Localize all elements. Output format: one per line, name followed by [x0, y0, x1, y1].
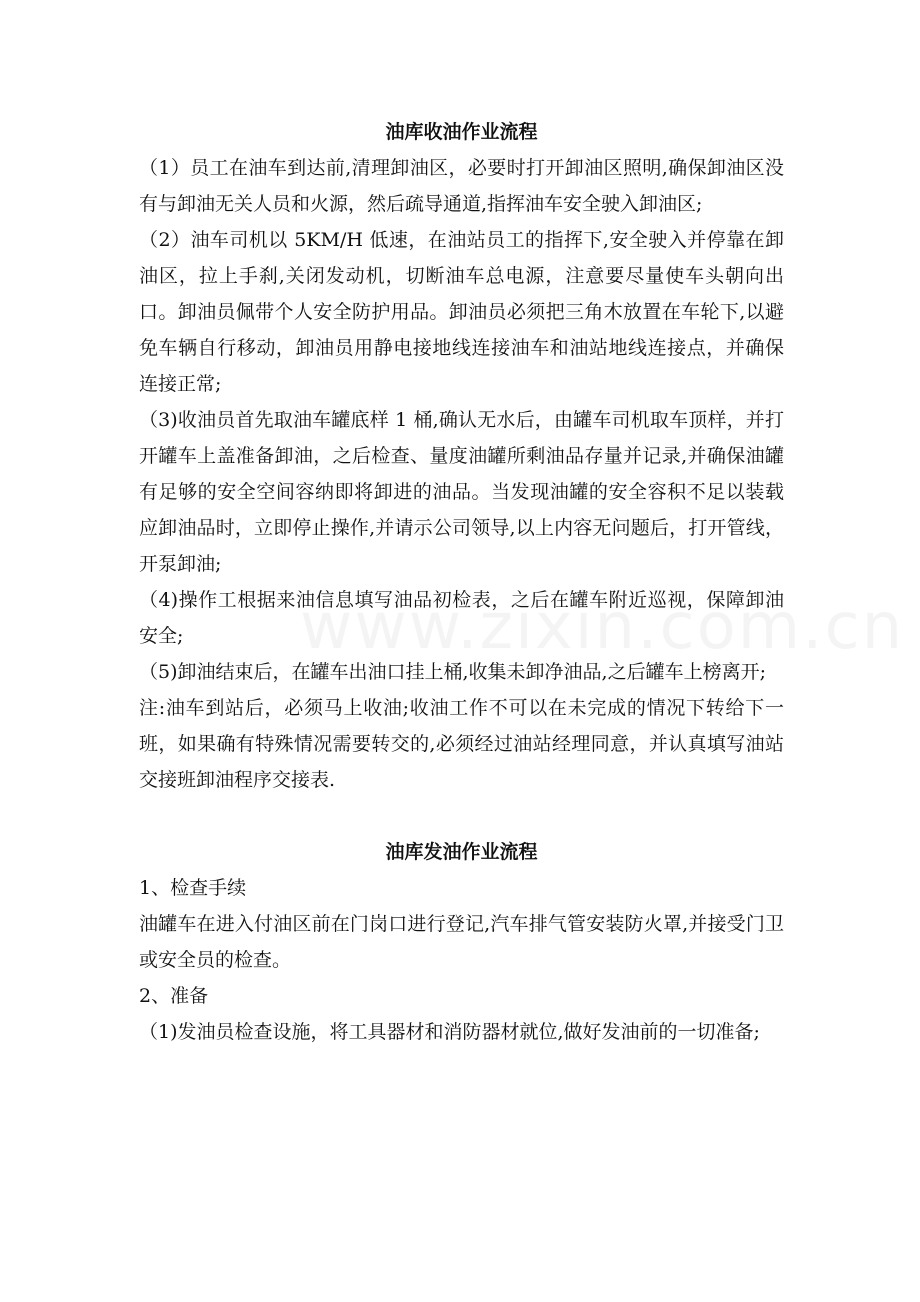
paragraph: （3)收油员首先取油车罐底样 1 桶,确认无水后，由罐车司机取车顶样，并打开罐车上盖准备卸油，之后检查、量度油罐所剩油品存量并记录,并确保油罐有足够的安全空间容纳即将卸进的油品。当发现油罐的安全容积不足以装载应卸油品时，立即停止操作,并请示公司领导,以上内容无问题后，打开管线，开泵卸油;	[139, 409, 784, 575]
section-title-dispatch: 油库发油作业流程	[385, 841, 538, 863]
paragraph: （4)操作工根据来油信息填写油品初检表，之后在罐车附近巡视，保障卸油安全;	[139, 589, 784, 647]
section-receiving	[139, 114, 784, 798]
paragraph: （5)卸油结束后，在罐车出油口挂上桶,收集未卸净油品,之后罐车上榜离开;	[139, 661, 766, 683]
paragraph: （2）油车司机以 5KM/H 低速，在油站员工的指挥下,安全驶入并停靠在卸油区，拉上手刹,关闭发动机，切断油车总电源，注意要尽量使车头朝向出口。卸油员佩带个人安全防护用品。卸油员必须把三角木放置在车轮下,以避免车辆自行移动，卸油员用静电接地线连接油车和油站地线连接点，并确保连接正常;	[139, 229, 784, 395]
step-heading: 1、检查手续	[139, 877, 247, 899]
document-body	[139, 114, 784, 1050]
paragraph: （1）员工在油车到达前,清理卸油区，必要时打开卸油区照明,确保卸油区没有与卸油无关人员和火源，然后疏导通道,指挥油车安全驶入卸油区;	[139, 157, 784, 215]
section-title-receiving: 油库收油作业流程	[385, 121, 538, 143]
section-dispatch	[139, 834, 784, 1050]
section-gap	[139, 798, 784, 834]
paragraph: （1)发油员检查设施，将工具器材和消防器材就位,做好发油前的一切准备;	[139, 1021, 760, 1043]
step-heading: 2、准备	[139, 985, 209, 1007]
note-paragraph: 注:油车到站后，必须马上收油;收油工作不可以在未完成的情况下转给下一班，如果确有特殊情况需要转交的,必须经过油站经理同意，并认真填写油站交接班卸油程序交接表.	[139, 697, 784, 791]
paragraph: 油罐车在进入付油区前在门岗口进行登记,汽车排气管安装防火罩,并接受门卫或安全员的检查。	[139, 913, 784, 971]
